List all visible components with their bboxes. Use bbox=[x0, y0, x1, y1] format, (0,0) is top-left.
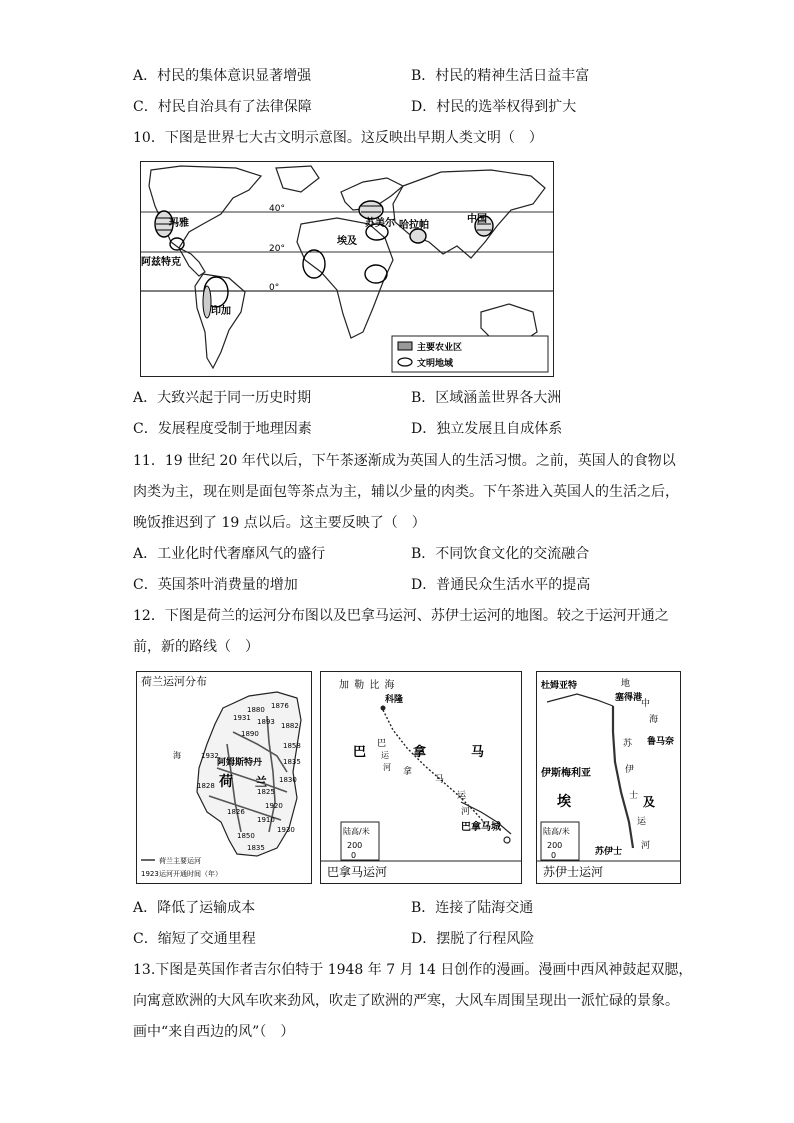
nl-year: 1910 bbox=[257, 816, 275, 824]
panama-canal-char: 河 bbox=[383, 763, 391, 772]
suez-canal-char: 士 bbox=[629, 791, 639, 801]
panama-map-svg bbox=[321, 672, 521, 883]
panama-ba: 巴 bbox=[353, 745, 367, 760]
suez-bitter-label: 鲁马奈 bbox=[647, 737, 675, 747]
suez-medi-1: 地 bbox=[621, 679, 631, 689]
suez-elev-200: 200 bbox=[547, 841, 563, 850]
panama-na: 拿 bbox=[413, 745, 427, 760]
panama-route-char: 拿 bbox=[403, 767, 413, 777]
q12-option-b[interactable]: B．连接了陆海交通 bbox=[411, 900, 534, 916]
panama-canal-map bbox=[320, 671, 522, 884]
nl-map-title: 荷兰运河分布 bbox=[141, 675, 207, 688]
nl-year: 1876 bbox=[271, 702, 289, 710]
label-china: 中国 bbox=[467, 214, 487, 225]
panama-canal-route bbox=[383, 710, 489, 828]
nl-year: 1828 bbox=[197, 782, 215, 790]
q9-option-c[interactable]: C．村民自治具有了法律保障 bbox=[133, 99, 312, 115]
nl-year: 1880 bbox=[247, 706, 265, 714]
suez-map-svg bbox=[537, 672, 680, 883]
suez-elev-label: 陆高/米 bbox=[543, 827, 570, 836]
label-lat-40: 40° bbox=[269, 204, 285, 214]
q12-option-a[interactable]: A．降低了运输成本 bbox=[133, 900, 256, 916]
q11-option-c[interactable]: C．英国茶叶消费量的增加 bbox=[133, 577, 298, 593]
nl-year: 1893 bbox=[257, 718, 275, 726]
nl-legend-canal: 荷兰主要运河 bbox=[159, 857, 201, 865]
q10-option-c[interactable]: C．发展程度受制于地理因素 bbox=[133, 421, 312, 437]
netherlands-map-svg bbox=[137, 672, 311, 883]
panama-elev-200: 200 bbox=[347, 841, 363, 850]
q11-stem-line-1: 11．19 世纪 20 年代以后，下午茶逐渐成为英国人的生活习惯。之前，英国人的食物以 bbox=[133, 453, 676, 469]
suez-city-label: 苏伊士 bbox=[595, 847, 623, 857]
q13-stem-line-2: 向寓意欧洲的大风车吹来劲风，吹走了欧洲的严寒，大风车周围呈现出一派忙碌的景象。 bbox=[133, 993, 679, 1009]
nl-year: 1890 bbox=[241, 730, 259, 738]
nl-year: 1882 bbox=[281, 722, 299, 730]
q11-option-d[interactable]: D．普通民众生活水平的提高 bbox=[411, 577, 591, 593]
suez-canal-char: 河 bbox=[641, 841, 651, 851]
label-egypt: 埃及 bbox=[337, 236, 357, 247]
panama-colon-label: 科隆 bbox=[385, 695, 404, 705]
suez-canal-map bbox=[536, 671, 681, 884]
panama-route-char: 马 bbox=[435, 775, 445, 785]
q13-stem-line-3: 画中“来自西边的风”（ ） bbox=[133, 1024, 295, 1040]
suez-elev-0: 0 bbox=[551, 851, 557, 860]
nl-year: 1932 bbox=[201, 752, 219, 760]
panama-elev-label: 陆高/米 bbox=[343, 827, 370, 836]
q12-stem-line-1: 12．下图是荷兰的运河分布图以及巴拿马运河、苏伊士运河的地图。较之于运河开通之 bbox=[133, 608, 669, 624]
legend-civ-label: 文明地域 bbox=[417, 359, 454, 369]
label-inca: 印加 bbox=[211, 306, 231, 317]
suez-canal-char: 伊 bbox=[625, 765, 635, 775]
q11-stem-line-3: 晚饭推迟到了 19 点以后。这主要反映了（ ） bbox=[133, 515, 426, 531]
world-civilizations-map bbox=[140, 161, 554, 377]
suez-medi-2: 中 bbox=[641, 699, 651, 709]
nl-legend-year-no: 1923 bbox=[141, 870, 159, 878]
panama-route-char: 巴 bbox=[377, 739, 387, 749]
nl-year: 1835 bbox=[247, 844, 265, 852]
suez-egypt-2: 及 bbox=[643, 795, 656, 809]
nl-year: 1920 bbox=[265, 802, 283, 810]
suez-canal-char: 苏 bbox=[623, 739, 633, 749]
nl-year: 1931 bbox=[233, 714, 251, 722]
inca-agri bbox=[203, 286, 211, 318]
suez-lake-label: 伊斯梅利亚 bbox=[541, 768, 591, 779]
suez-port-said-2: 塞得港 bbox=[615, 693, 643, 703]
suez-coast bbox=[547, 694, 613, 706]
label-lat-0: 0° bbox=[269, 283, 280, 293]
africa-region bbox=[303, 250, 325, 278]
nl-year: 1826 bbox=[227, 808, 245, 816]
panama-canal-char: 运 bbox=[457, 791, 467, 801]
q11-option-a[interactable]: A．工业化时代奢靡风气的盛行 bbox=[133, 546, 326, 562]
q12-option-d[interactable]: D．摆脱了行程风险 bbox=[411, 931, 535, 947]
suez-egypt-1: 埃 bbox=[557, 794, 571, 810]
label-aztec: 阿兹特克 bbox=[141, 257, 181, 268]
nl-amsterdam-label: 阿姆斯特丹 bbox=[217, 758, 263, 768]
suez-canal-char: 运 bbox=[637, 817, 647, 827]
legend-agri-label: 主要农业区 bbox=[417, 343, 463, 353]
nl-year: 1830 bbox=[279, 776, 297, 784]
panama-city-marker bbox=[504, 837, 510, 843]
mideast-region bbox=[365, 265, 387, 283]
suez-canal-line bbox=[613, 706, 633, 848]
nl-sea-label: 海 bbox=[173, 751, 181, 760]
panama-ma: 马 bbox=[471, 745, 485, 760]
q11-stem-line-2: 肉类为主，现在则是面包等茶点为主，辅以少量的肉类。下午茶进入英国人的生活之后， bbox=[133, 484, 679, 500]
label-harappa: 哈拉帕 bbox=[399, 220, 429, 231]
q9-option-b[interactable]: B．村民的精神生活日益丰富 bbox=[411, 68, 590, 84]
q10-option-b[interactable]: B．区域涵盖世界各大洲 bbox=[411, 390, 562, 406]
q9-option-a[interactable]: A．村民的集体意识显著增强 bbox=[133, 68, 312, 84]
colon-marker bbox=[381, 706, 386, 711]
q12-stem-line-2: 前，新的路线（ ） bbox=[133, 639, 259, 655]
q9-option-d[interactable]: D．村民的选举权得到扩大 bbox=[411, 99, 577, 115]
south-america-outline bbox=[195, 274, 245, 368]
suez-caption: 苏伊士运河 bbox=[543, 865, 604, 879]
nl-year: 1835 bbox=[283, 758, 301, 766]
panama-city-label: 巴拿马城 bbox=[461, 822, 501, 833]
suez-port-said-1: 杜姆亚特 bbox=[541, 681, 578, 691]
nl-year: 1825 bbox=[257, 788, 275, 796]
suez-medi-3: 海 bbox=[649, 715, 659, 725]
q10-stem: 10．下图是世界七大古文明示意图。这反映出早期人类文明（ ） bbox=[133, 130, 543, 146]
label-maya: 玛雅 bbox=[169, 218, 189, 229]
q11-option-b[interactable]: B．不同饮食文化的交流融合 bbox=[411, 546, 590, 562]
harappa-region bbox=[410, 229, 426, 243]
label-lat-20: 20° bbox=[269, 244, 285, 254]
netherlands-canal-map bbox=[136, 671, 312, 884]
legend-agri-swatch bbox=[398, 342, 412, 350]
q10-option-a[interactable]: A．大致兴起于同一历史时期 bbox=[133, 390, 312, 406]
nl-legend-year: 运河开通时间（年） bbox=[159, 870, 222, 878]
nl-land-label: 兰 bbox=[255, 775, 268, 789]
panama-canal-char: 运 bbox=[381, 751, 389, 760]
nl-hol-label: 荷 bbox=[219, 774, 233, 790]
world-map-svg bbox=[141, 162, 553, 376]
panama-caribbean-label: 加 勒 比 海 bbox=[339, 680, 396, 691]
panama-elev-0: 0 bbox=[351, 851, 357, 860]
nl-year: 1850 bbox=[237, 832, 255, 840]
map-legend bbox=[392, 336, 548, 372]
q12-option-c[interactable]: C．缩短了交通里程 bbox=[133, 931, 256, 947]
panama-caption: 巴拿马运河 bbox=[327, 865, 388, 879]
nl-year: 1858 bbox=[283, 742, 301, 750]
q13-stem-line-1: 13.下图是英国作者吉尔伯特于 1948 年 7 月 14 日创作的漫画。漫画中西风神鼓起双腮， bbox=[133, 962, 693, 978]
q10-option-d[interactable]: D．独立发展且自成体系 bbox=[411, 421, 563, 437]
panama-canal-char: 河 bbox=[461, 807, 471, 817]
sumer-region bbox=[359, 201, 383, 219]
nl-year: 1930 bbox=[277, 826, 295, 834]
label-sumer: 苏美尔 bbox=[365, 218, 395, 229]
greenland-outline bbox=[276, 166, 319, 192]
